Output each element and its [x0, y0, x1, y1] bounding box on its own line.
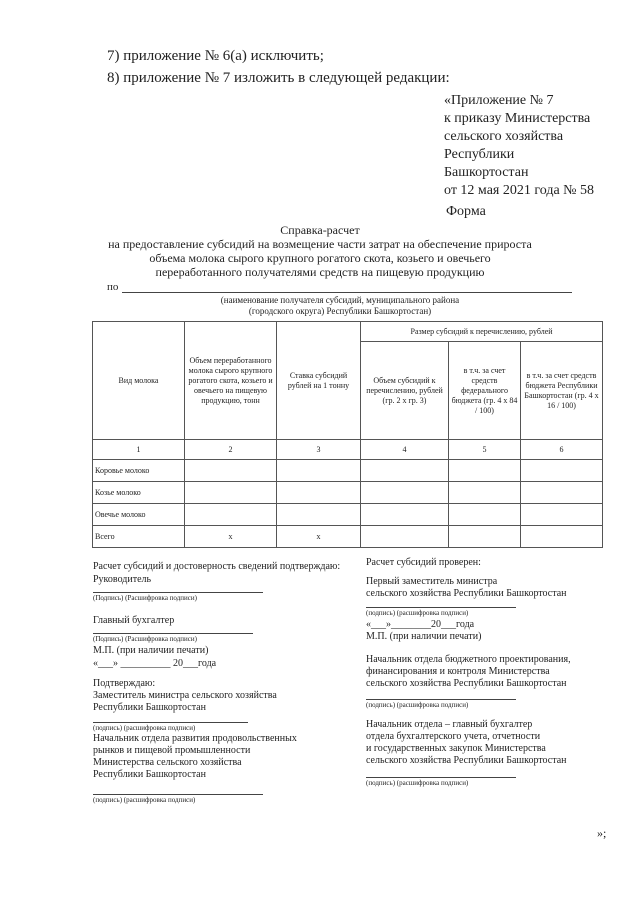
header-subsidy-group: Размер субсидий к перечислению, рублей [361, 322, 603, 342]
appendix-line-4: Республики [444, 147, 515, 162]
row-label: Козье молоко [93, 482, 185, 504]
signature-caption: (Подпись) (Расшифровка подписи) [93, 635, 197, 643]
appendix-line-5: Башкортостан [444, 165, 529, 180]
appendix-line-6: от 12 мая 2021 года № 58 [444, 183, 595, 198]
title-line-4: переработанного получателями средств на пищевую продукцию [155, 265, 485, 279]
confirm-text: Расчет субсидий и достоверность сведений подтверждаю: [93, 561, 341, 572]
accountant-title-3: и государственных закупок Министерства [366, 743, 546, 754]
deputy-title-1: Заместитель министра сельского хозяйства [93, 690, 277, 701]
signature-caption: (подпись) (расшифровка подписи) [366, 779, 469, 787]
table-row-total [93, 526, 603, 548]
head-title: Руководитель [93, 574, 152, 585]
date-line: «___»________20___года [366, 619, 475, 630]
column-number: 5 [449, 440, 521, 460]
cell [521, 482, 603, 504]
row-label: Всего [93, 526, 185, 548]
appendix-line-1: «Приложение № 7 [444, 93, 554, 108]
signature-line [93, 592, 263, 593]
cell [449, 460, 521, 482]
column-number: 6 [521, 440, 603, 460]
recipient-prefix: по [107, 281, 119, 293]
date-line: «___» __________ 20___года [93, 658, 217, 669]
appendix-line-3: сельского хозяйства [444, 129, 564, 144]
dept-title-4: Республики Башкортостан [93, 769, 206, 780]
cell [361, 482, 449, 504]
cell [521, 504, 603, 526]
signature-line [93, 794, 263, 795]
dept-title-2: рынков и пищевой промышленности [93, 745, 251, 756]
closing-quote: »; [597, 826, 607, 840]
cell [185, 482, 277, 504]
header-volume: Объем переработанного молока сырого крупного рогатого скота, козьего и овечьего на пищевую продукцию, тонн [185, 322, 277, 440]
column-number: 1 [93, 440, 185, 460]
dept-title-3: Министерства сельского хозяйства [93, 757, 242, 768]
budget-title-2: финансирования и контроля Министерства [366, 666, 550, 677]
signature-line [93, 722, 248, 723]
budget-title-3: сельского хозяйства Республики Башкортостан [366, 678, 567, 689]
cell [521, 526, 603, 548]
table-row [93, 460, 603, 482]
subsidy-table [92, 321, 603, 548]
form-label: Форма [446, 204, 486, 219]
title-line-2: на предоставление субсидий на возмещение части затрат на обеспечение прироста [108, 237, 532, 251]
cell [361, 526, 449, 548]
signature-caption: (подпись) (расшифровка подписи) [366, 609, 469, 617]
title-line-1: Справка-расчет [280, 223, 360, 237]
accountant-title-2: отдела бухгалтерского учета, отчетности [366, 731, 541, 742]
first-deputy-title-2: сельского хозяйства Республики Башкортостан [366, 588, 567, 599]
budget-title-1: Начальник отдела бюджетного проектирования, [366, 654, 571, 665]
signature-line [93, 633, 253, 634]
cell [521, 460, 603, 482]
header-milk-type: Вид молока [93, 322, 185, 440]
cell [449, 526, 521, 548]
accountant-title-1: Начальник отдела – главный бухгалтер [366, 719, 533, 730]
cell: х [277, 526, 361, 548]
header-rate: Ставка субсидий рублей на 1 тонну [277, 322, 361, 440]
header-federal: в т.ч. за счет средств федерального бюджета (гр. 4 х 84 / 100) [449, 342, 521, 440]
appendix-line-2: к приказу Министерства [444, 111, 591, 126]
signature-caption: (подпись) (расшифровка подписи) [93, 796, 196, 804]
row-label: Овечье молоко [93, 504, 185, 526]
signature-caption: (Подпись) (Расшифровка подписи) [93, 594, 197, 602]
signature-line [366, 607, 516, 608]
title-line-3: объема молока сырого крупного рогатого скота, козьего и овечьего [149, 251, 491, 265]
cell [277, 504, 361, 526]
cell [449, 482, 521, 504]
cell [361, 460, 449, 482]
table-row [93, 504, 603, 526]
amendment-line-8: 8) приложение № 7 изложить в следующей редакции: [107, 70, 450, 86]
stamp-note: М.П. (при наличии печати) [93, 645, 209, 656]
signature-line [366, 699, 516, 700]
dept-title-1: Начальник отдела развития продовольственных [93, 733, 297, 744]
header-regional: в т.ч. за счет средств бюджета Республики Башкортостан (гр. 4 х 16 / 100) [521, 342, 603, 440]
deputy-title-2: Республики Башкортостан [93, 702, 206, 713]
column-number: 3 [277, 440, 361, 460]
signature-line [366, 777, 516, 778]
column-number: 4 [361, 440, 449, 460]
first-deputy-title-1: Первый заместитель министра [366, 576, 498, 587]
recipient-caption-1: (наименование получателя субсидий, муниципального района [220, 295, 460, 305]
amendment-line-7: 7) приложение № 6(а) исключить; [107, 48, 324, 64]
signature-caption: (подпись) (расшифровка подписи) [93, 724, 196, 732]
column-number-row [93, 440, 603, 460]
cell [449, 504, 521, 526]
cell [185, 504, 277, 526]
checked-text: Расчет субсидий проверен: [366, 557, 481, 568]
confirm2-text: Подтверждаю: [93, 678, 156, 689]
row-label: Коровье молоко [93, 460, 185, 482]
chief-accountant-title: Главный бухгалтер [93, 615, 175, 626]
table-row [93, 482, 603, 504]
cell [277, 482, 361, 504]
accountant-title-4: сельского хозяйства Республики Башкортостан [366, 755, 567, 766]
cell: х [185, 526, 277, 548]
header-subsidy-total: Объем субсидий к перечислению, рублей (гр. 2 х гр. 3) [361, 342, 449, 440]
cell [361, 504, 449, 526]
recipient-underline [122, 292, 572, 293]
signature-caption: (подпись) (расшифровка подписи) [366, 701, 469, 709]
column-number: 2 [185, 440, 277, 460]
cell [277, 460, 361, 482]
stamp-note: М.П. (при наличии печати) [366, 631, 482, 642]
cell [185, 460, 277, 482]
recipient-caption-2: (городского округа) Республики Башкортостан) [248, 306, 432, 316]
